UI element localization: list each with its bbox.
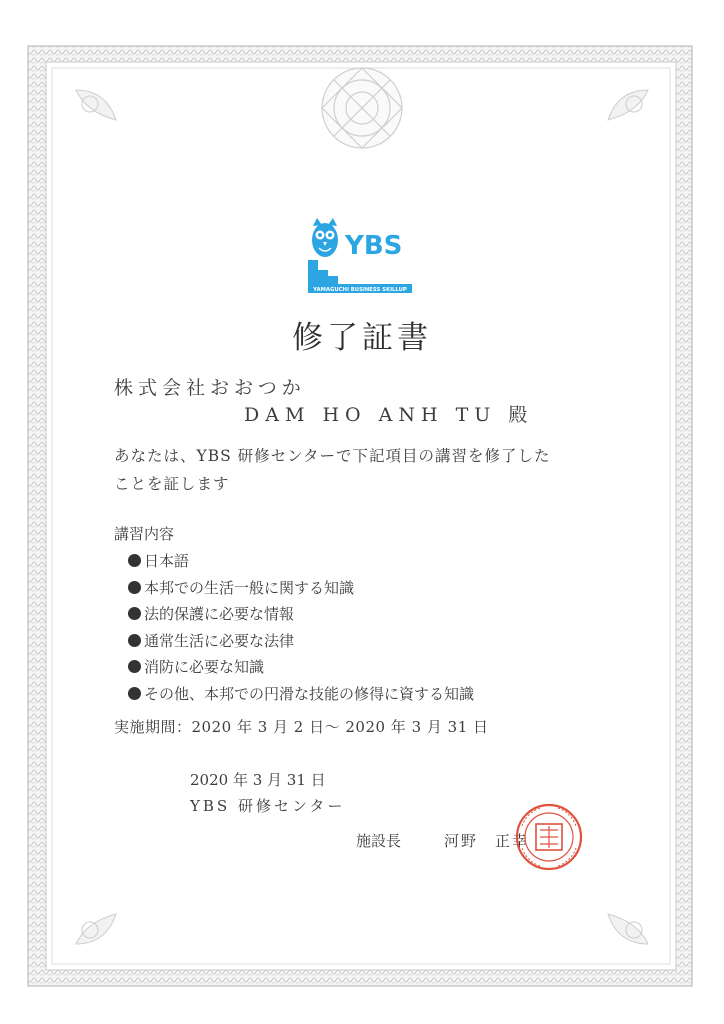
bullet-icon: [128, 607, 141, 620]
course-label: 講習内容: [114, 525, 175, 543]
official-seal: [514, 802, 584, 872]
issue-date: 2020 年 3 月 31 日: [190, 771, 326, 789]
director-title: 施設長: [356, 832, 402, 850]
owl-icon: [308, 218, 338, 284]
corner-ornament-tl: [76, 90, 116, 120]
certificate-title: 修了証書: [292, 320, 432, 356]
course-list: [128, 548, 474, 707]
bullet-icon: [128, 660, 141, 673]
logo-text: YBS: [345, 231, 403, 261]
corner-ornament-br: [608, 914, 648, 944]
bullet-icon: [128, 554, 141, 567]
logo-tagline: YAMAGUCHI BUSINESS SKILLUP: [313, 287, 407, 293]
top-ornament: [322, 68, 402, 148]
body-line-1: あなたは、YBS 研修センターで下記項目の講習を修了した: [114, 447, 551, 465]
bullet-icon: [128, 581, 141, 594]
body-line-2: ことを証します: [114, 475, 230, 493]
issuing-center: YBS 研修センター: [190, 797, 346, 815]
recipient-name: DAM HO ANH TU 殿: [244, 404, 534, 426]
bullet-icon: [128, 687, 141, 700]
corner-ornament-tr: [608, 90, 648, 120]
list-item: 日本語: [128, 548, 474, 575]
director-name: 河野 正幸: [444, 832, 530, 850]
list-item: その他、本邦での円滑な技能の修得に資する知識: [128, 681, 474, 708]
implementation-period: 実施期間：2020 年 3 月 2 日～ 2020 年 3 月 31 日: [114, 718, 489, 736]
company-name: 株式会社おおつか: [114, 377, 306, 399]
list-item: 本邦での生活一般に関する知識: [128, 575, 474, 602]
ybs-logo: [304, 214, 416, 298]
list-item: 通常生活に必要な法律: [128, 628, 474, 655]
bullet-icon: [128, 634, 141, 647]
corner-ornament-bl: [76, 914, 116, 944]
list-item: 法的保護に必要な情報: [128, 601, 474, 628]
list-item: 消防に必要な知識: [128, 654, 474, 681]
